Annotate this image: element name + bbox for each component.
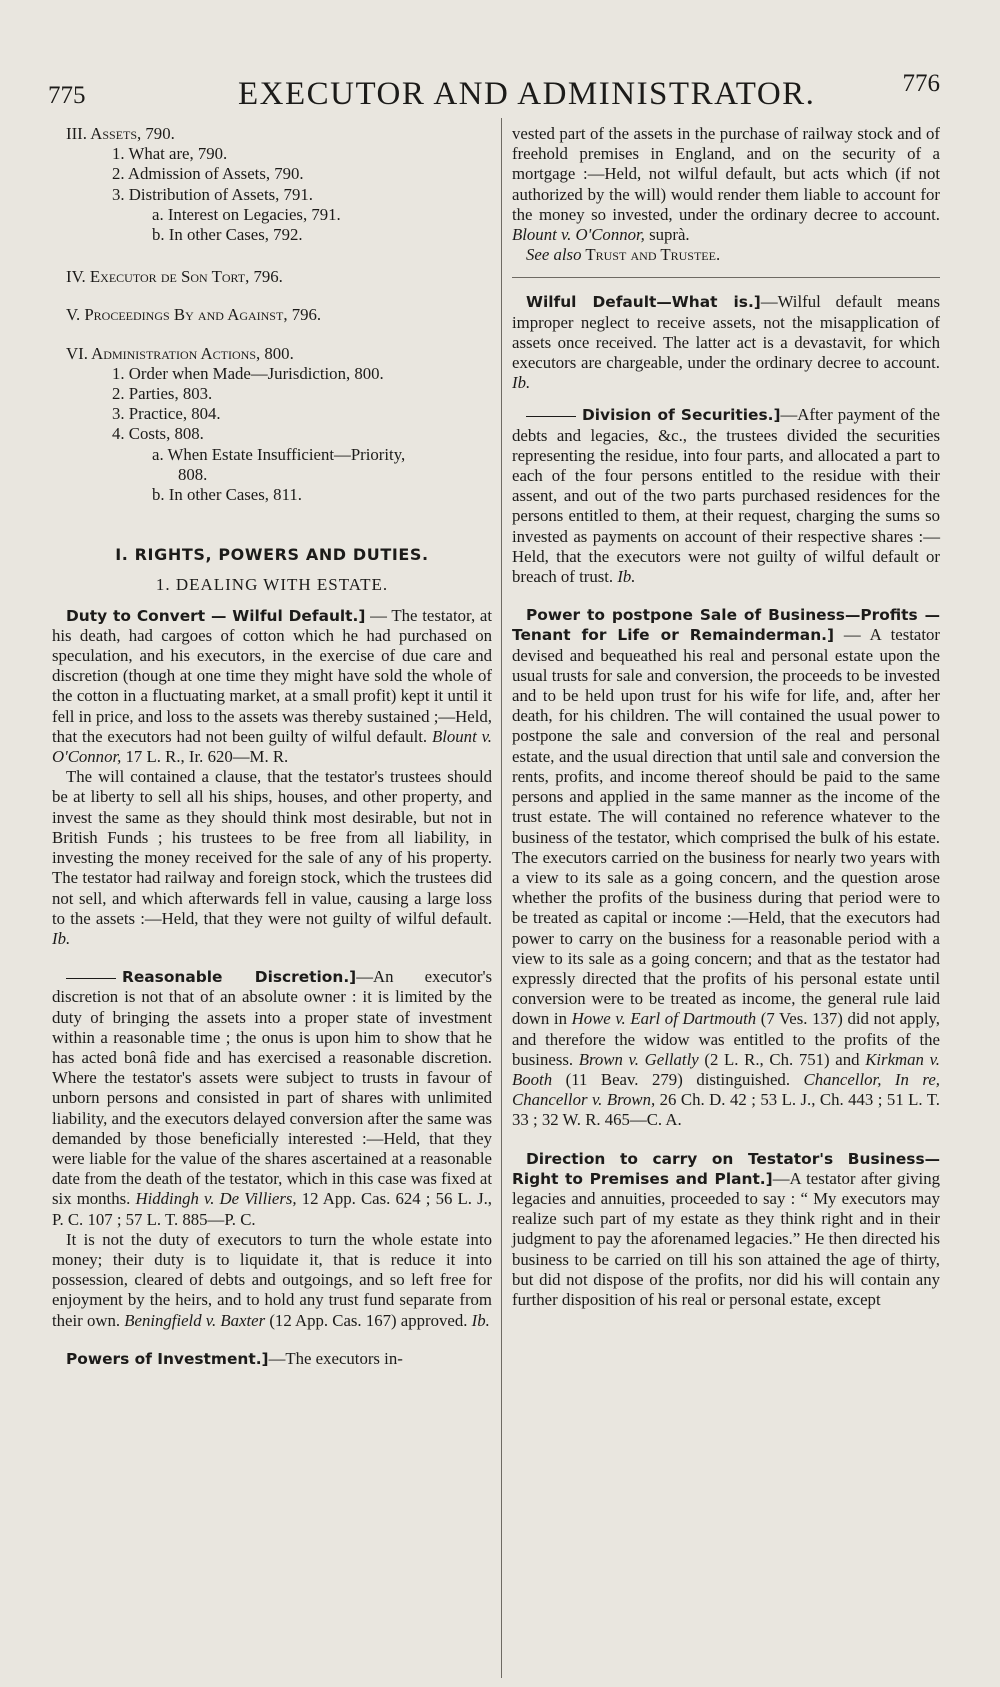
paragraph [512, 124, 940, 245]
ditto-dash [66, 978, 116, 979]
paragraph [512, 292, 940, 393]
table-of-contents [52, 124, 492, 505]
toc-subsubitem: 808. [178, 464, 208, 484]
toc-item: VI. Administration Actions, 800. [66, 343, 294, 363]
toc-subitem: 4. Costs, 808. [112, 424, 204, 444]
toc-subsubitem: b. In other Cases, 792. [152, 225, 303, 245]
ditto-dash [526, 416, 576, 417]
toc-subitem: 3. Distribution of Assets, 791. [112, 184, 313, 204]
paragraph-text: (12 App. Cas. 167) approved. [265, 1310, 472, 1330]
toc-subitem: 2. Parties, 803. [112, 384, 213, 404]
toc-subitem: 2. Admission of Assets, 790. [112, 164, 304, 184]
paragraph-heading: Wilful Default—What is.] [526, 293, 761, 312]
paragraph-text: vested part of the assets in the purchase of railway stock and of freehold premises in England, and on the security of a mortgage :—Held, not wilful default, but acts which (if not authorized by the will) would render them liable to account for the money so invested, under the ordinary decree to account. [512, 124, 940, 224]
toc-subitem: 1. Order when Made—Jurisdiction, 800. [112, 363, 384, 383]
paragraph [512, 1149, 940, 1311]
paragraph-heading: Reasonable Discretion.] [122, 968, 357, 987]
case-citation: Hiddingh v. De Villiers, [135, 1189, 297, 1209]
toc-item: III. Assets, 790. [66, 124, 175, 143]
paragraph-text: —An executor's discretion is not that of an absolute owner : it is limited by the duty of bringing the assets into a proper state of investment within a reasonable time ; the onus is upon him to show that he has acted bonâ fide and has exercised a reasonable discretion. Where the testator's assets were subject to trusts in favour of unborn persons and consisted in part of shares with unlimited liability, and the executors delayed conversion after the same was demanded by those beneficially interested :—Held, that they were liable for the value of the shares ascertained at a reasonable date from the death of the testator, which in this case was fixed at six months. [52, 967, 492, 1209]
case-citation: Kirkman v. Booth [512, 1049, 940, 1089]
toc-subitem: 1. What are, 790. [112, 144, 228, 164]
left-column [52, 124, 492, 1369]
paragraph [52, 767, 492, 949]
paragraph-text: —After payment of the debts and legacies, &c., the trustees divided the securities representing the residue, into four parts, and allocated a part to each of the four persons entitled to the residue with their assent, and out of the two parts purchased residences for the persons entitled to them, at their request, charging the sums so invested as payments on account of their respective shares :—Held, that the executors were not guilty of wilful default or breach of trust. [512, 405, 940, 587]
case-citation: Ib. [52, 928, 71, 948]
horizontal-rule [512, 277, 940, 278]
paragraph [52, 1349, 492, 1369]
case-citation: Blount v. O'Connor, [52, 726, 492, 767]
paragraph-text: — A testator devised and bequeathed his real and personal estate upon the usual trusts for sale and conversion, the proceeds to be invested and to be held upon trust for his wife for life, and, after her death, for his children. The will contained the usual power to postpone the sale and conversion of the real and personal estate, and the usual direction that until sale and conversion the rents, profits, and income thereof should be paid to the same persons and applied in the same manner as the income of the trust estate. The will contained no reference whatever to the business of the testator, which comprised the bulk of his estate. The executors carried on the business for nearly two years with a view to its sale as a going concern, and the question arose whether the profits of the business during that period were to be treated as capital or income :—Held, that the executors had power to carry on the business for a reasonable period with a view to its sale as a going concern; and that as the testator had expressly directed that the profits of his personal estate until conversion were to be treated as income, the general rule laid down in [512, 625, 940, 1029]
right-column [512, 124, 940, 1310]
case-citation: Ib. [471, 1310, 490, 1330]
section-heading: I. RIGHTS, POWERS AND DUTIES. [115, 545, 429, 565]
paragraph-text: — The testator, at his death, had cargoes of cotton which he had purchased on speculation, and his executors, in the exercise of due care and discretion (though at one time they might have sold the whole of the cotton in a fluctuating market, at a small profit) kept it until it fell in price, and loss to the assets was thereby sustained ;—Held, that the executors had not been guilty of wilful default. [52, 605, 492, 746]
toc-subsubitem: a. Interest on Legacies, 791. [152, 204, 341, 224]
paragraph-text: 12 App. Cas. 624 ; 56 L. J., P. C. 107 ; 57 L. T. 885—P. C. [52, 1189, 492, 1229]
paragraph-text: It is not the duty of executors to turn the whole estate into money; their duty is to liquidate it, that is reduce it into possession, cleared of debts and outgoings, and so left free for enjoyment by the heirs, and to hold any trust fund separate from their own. [52, 1229, 492, 1330]
case-citation: Howe v. Earl of Dartmouth [571, 1009, 757, 1029]
cross-reference [512, 245, 940, 265]
paragraph-text: 17 L. R., Ir. 620—M. R. [121, 747, 289, 767]
paragraph-text: —A testator after giving legacies and annuities, proceeded to say : “ My executors may realize such part of my estate as they think right and in their judgment to pay the aforenamed legacies.” He then directed his business to be carried on till his son attained the age of thirty, but did not dispose of the profits, nor did his will contain any further disposition of his real or personal estate, except [512, 1168, 940, 1309]
subsection-heading: 1. DEALING WITH ESTATE. [155, 575, 389, 595]
case-citation: Blount v. O'Connor, [512, 225, 645, 245]
see-also-label: See also [526, 245, 582, 265]
case-citation: Ib. [617, 567, 636, 587]
paragraph [512, 605, 940, 1130]
paragraph [52, 1230, 492, 1331]
paragraph-heading: Duty to Convert — Wilful Default.] [66, 606, 366, 625]
paragraph-text: suprà. [644, 225, 690, 245]
toc-subsubitem: a. When Estate Insufficient—Priority, [152, 444, 406, 464]
paragraph [512, 405, 940, 587]
paragraph-text: —Wilful default means improper neglect to receive assets, not the misapplication of assets once received. The latter act is a devastavit, for which executors are chargeable, under the ordinary decree to account. [512, 292, 940, 373]
paragraph-text: 26 Ch. D. 42 ; 53 L. J., Ch. 443 ; 51 L. T. 33 ; 32 W. R. 465—C. A. [512, 1090, 940, 1130]
case-citation: Chancellor, In re, Chancellor v. Brown, [512, 1069, 940, 1110]
paragraph-heading: Powers of Investment.] [66, 1349, 269, 1368]
case-citation: Brown v. Gellatly [578, 1049, 699, 1069]
cross-reference-target: Trust and Trustee. [581, 245, 721, 265]
toc-item: IV. Executor de Son Tort, 796. [66, 267, 283, 287]
toc-subsubitem: b. In other Cases, 811. [152, 485, 302, 505]
paragraph-text: (2 L. R., Ch. 751) and [698, 1049, 866, 1069]
page-header [48, 68, 940, 118]
paragraph-heading: Direction to carry on Testator's Business—Right to Premises and Plant.] [512, 1149, 940, 1188]
page-number-right: 776 [902, 70, 940, 97]
paragraph-text: —The executors in- [268, 1348, 403, 1368]
paragraph [52, 967, 492, 1230]
case-citation: Ib. [512, 373, 531, 393]
column-divider [501, 118, 502, 1678]
page-number-left: 775 [48, 82, 86, 109]
paragraph-text: The will contained a clause, that the testator's trustees should be at liberty to sell all his ships, houses, and other property, and invest the same as they should think most desirable, but not in British Funds ; his trustees to be free from all liability, in investing the money received for the sale of any of his property. The testator had railway and foreign stock, which the trustees did not sell, and which afterwards fell in value, causing a large loss to the assets :—Held, that they were not guilty of wilful default. [52, 767, 492, 928]
paragraph-text: (11 Beav. 279) distinguished. [552, 1069, 804, 1089]
toc-subitem: 3. Practice, 804. [112, 404, 221, 424]
paragraph [52, 606, 492, 768]
paragraph-text: (7 Ves. 137) did not apply, and therefore the widow was entitled to the profits of the business. [512, 1009, 940, 1069]
paragraph-heading: Division of Securities.] [582, 406, 781, 425]
case-citation: Beningfield v. Baxter [124, 1310, 266, 1330]
toc-item: V. Proceedings By and Against, 796. [66, 305, 322, 325]
running-title: EXECUTOR AND ADMINISTRATOR. [238, 76, 816, 112]
paragraph-heading: Power to postpone Sale of Business—Profits — Tenant for Life or Remainderman.] [512, 606, 940, 645]
